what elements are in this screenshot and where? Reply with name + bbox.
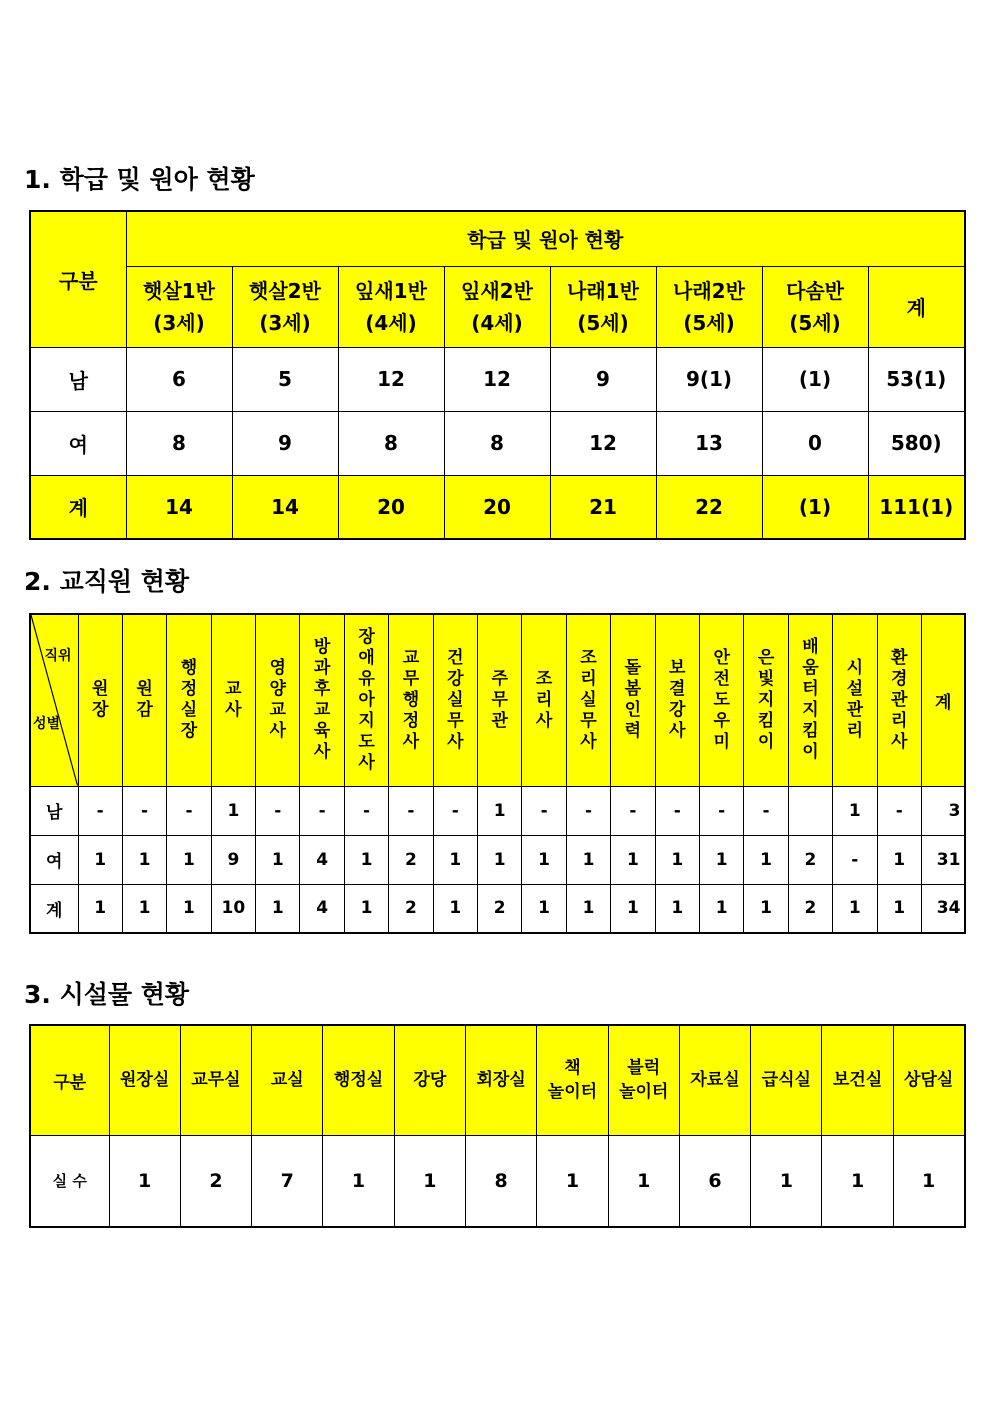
count-cell: 8 xyxy=(444,411,550,475)
position-label: 은빛지킴이 xyxy=(757,647,775,752)
position-label: 행정실장 xyxy=(180,658,198,742)
count-cell: - xyxy=(433,786,477,835)
count-cell: 10 xyxy=(211,884,255,933)
facility-header xyxy=(323,1025,394,1135)
count-cell: 5 xyxy=(232,347,338,411)
position-label: 교사 xyxy=(225,679,242,721)
position-header xyxy=(566,614,610,786)
position-label: 주무관 xyxy=(491,668,508,731)
count-cell: 1 xyxy=(78,884,122,933)
class-age: (5세) xyxy=(683,310,735,335)
count-cell: 4 xyxy=(300,835,344,884)
position-header xyxy=(788,614,832,786)
count-cell: 1 xyxy=(822,1135,893,1227)
position-label: 돌봄인력 xyxy=(624,658,642,742)
row-label: 실 수 xyxy=(30,1135,109,1227)
position-label: 조리사 xyxy=(535,668,553,731)
position-header xyxy=(877,614,921,786)
class-header xyxy=(444,266,550,347)
position-header xyxy=(478,614,522,786)
count-cell: 1 xyxy=(433,835,477,884)
count-cell: 9(1) xyxy=(656,347,762,411)
count-cell: 2 xyxy=(389,835,433,884)
position-header xyxy=(433,614,477,786)
position-label: 보결강사 xyxy=(669,658,686,742)
count-cell: 12 xyxy=(444,347,550,411)
class-name: 잎새1반 xyxy=(355,278,427,303)
class-age: (4세) xyxy=(471,310,523,335)
position-label: 조리실무사 xyxy=(580,647,597,752)
count-cell: 1 xyxy=(522,835,566,884)
count-cell: 1 xyxy=(211,786,255,835)
class-header xyxy=(232,266,338,347)
facility-name: 행정실 xyxy=(333,1070,384,1091)
count-cell: - xyxy=(744,786,788,835)
facility-header xyxy=(394,1025,465,1135)
count-cell: 2 xyxy=(389,884,433,933)
count-cell: - xyxy=(522,786,566,835)
count-cell: 53(1) xyxy=(868,347,965,411)
corner-label: 구분 xyxy=(30,211,126,347)
count-cell: 2 xyxy=(788,835,832,884)
count-cell: 9 xyxy=(550,347,656,411)
count-cell: 6 xyxy=(679,1135,750,1227)
corner-diagonal xyxy=(30,614,78,786)
count-cell: 1 xyxy=(877,835,921,884)
count-cell: 21 xyxy=(550,475,656,539)
count-cell: 1 xyxy=(344,835,388,884)
count-cell: 8 xyxy=(465,1135,536,1227)
count-cell: 14 xyxy=(232,475,338,539)
row-label: 여 xyxy=(30,835,78,884)
count-cell: 1 xyxy=(655,884,699,933)
count-cell: 1 xyxy=(566,884,610,933)
position-label: 영양교사 xyxy=(269,658,286,742)
facility-name: 블럭 xyxy=(627,1058,661,1079)
count-cell: - xyxy=(655,786,699,835)
position-header xyxy=(78,614,122,786)
position-header xyxy=(256,614,300,786)
count-cell: 1 xyxy=(655,835,699,884)
class-age: (4세) xyxy=(365,310,417,335)
count-cell: - xyxy=(78,786,122,835)
position-header xyxy=(699,614,743,786)
count-cell: 2 xyxy=(180,1135,251,1227)
count-cell: 1 xyxy=(833,884,877,933)
corner-bottom-label: 성별 xyxy=(33,716,61,732)
facility-header xyxy=(252,1025,323,1135)
facility-header xyxy=(465,1025,536,1135)
position-header xyxy=(211,614,255,786)
facility-name: 상담실 xyxy=(904,1070,954,1091)
count-cell: 1 xyxy=(433,884,477,933)
count-cell: - xyxy=(122,786,166,835)
count-cell: 1 xyxy=(394,1135,465,1227)
facility-header xyxy=(751,1025,822,1135)
class-enrollment-table xyxy=(29,210,966,540)
class-name: 햇살1반 xyxy=(143,278,215,303)
count-cell: 1 xyxy=(744,835,788,884)
count-cell: 1 xyxy=(699,884,743,933)
count-cell: 580) xyxy=(868,411,965,475)
position-header xyxy=(344,614,388,786)
count-cell: - xyxy=(877,786,921,835)
count-cell: 1 xyxy=(893,1135,964,1227)
position-header xyxy=(833,614,877,786)
position-label: 건강실무사 xyxy=(447,647,464,752)
count-cell: 1 xyxy=(877,884,921,933)
position-header xyxy=(167,614,211,786)
count-cell: 1 xyxy=(344,884,388,933)
count-cell: 1 xyxy=(699,835,743,884)
total-header: 계 xyxy=(868,266,965,347)
count-cell: 12 xyxy=(338,347,444,411)
count-cell: 1 xyxy=(522,884,566,933)
count-cell: 2 xyxy=(788,884,832,933)
position-label: 원감 xyxy=(136,679,153,721)
facility-name: 교무실 xyxy=(191,1070,241,1091)
facility-header xyxy=(180,1025,251,1135)
class-header xyxy=(762,266,868,347)
count-cell: 34 xyxy=(921,884,965,933)
group-header: 학급 및 원아 현황 xyxy=(126,211,965,266)
count-cell: 1 xyxy=(256,835,300,884)
section1-title: 1. 학급 및 원아 현황 xyxy=(24,165,255,194)
count-cell: 3 xyxy=(921,786,965,835)
count-cell: 12 xyxy=(550,411,656,475)
count-cell: - xyxy=(566,786,610,835)
count-cell: 8 xyxy=(126,411,232,475)
count-cell: 7 xyxy=(252,1135,323,1227)
facility-header xyxy=(822,1025,893,1135)
count-cell: 1 xyxy=(167,884,211,933)
count-cell: (1) xyxy=(762,475,868,539)
count-cell: - xyxy=(167,786,211,835)
facility-header xyxy=(893,1025,964,1135)
count-cell: 1 xyxy=(256,884,300,933)
count-cell: 2 xyxy=(478,884,522,933)
position-label: 환경관리사 xyxy=(891,647,908,752)
count-cell: 111(1) xyxy=(868,475,965,539)
class-header xyxy=(126,266,232,347)
facility-name: 회장실 xyxy=(476,1070,526,1091)
count-cell: 1 xyxy=(167,835,211,884)
count-cell: 1 xyxy=(478,786,522,835)
position-label: 안전도우미 xyxy=(713,647,730,752)
corner-label: 구분 xyxy=(30,1025,109,1135)
class-name: 나래2반 xyxy=(673,278,745,303)
count-cell: - xyxy=(344,786,388,835)
count-cell: 31 xyxy=(921,835,965,884)
facility-name: 자료실 xyxy=(690,1070,740,1091)
facility-name-line2: 놀이터 xyxy=(619,1082,669,1103)
class-header xyxy=(656,266,762,347)
facility-name: 책 xyxy=(564,1058,581,1079)
class-header xyxy=(338,266,444,347)
class-age: (3세) xyxy=(259,310,311,335)
count-cell: 1 xyxy=(744,884,788,933)
class-name: 햇살2반 xyxy=(249,278,321,303)
count-cell: 1 xyxy=(78,835,122,884)
section2-title: 2. 교직원 현황 xyxy=(24,567,190,596)
count-cell: 6 xyxy=(126,347,232,411)
position-label: 원장 xyxy=(91,679,109,721)
facility-name: 강당 xyxy=(413,1070,447,1091)
facility-header xyxy=(109,1025,180,1135)
count-cell: 1 xyxy=(537,1135,608,1227)
count-cell: 1 xyxy=(611,884,655,933)
position-header xyxy=(522,614,566,786)
count-cell: 1 xyxy=(608,1135,679,1227)
count-cell: - xyxy=(256,786,300,835)
position-header xyxy=(389,614,433,786)
facility-name: 교실 xyxy=(270,1070,304,1091)
count-cell: 8 xyxy=(338,411,444,475)
class-age: (5세) xyxy=(577,310,629,335)
count-cell: 14 xyxy=(126,475,232,539)
count-cell: 4 xyxy=(300,884,344,933)
count-cell: 1 xyxy=(566,835,610,884)
position-label: 배움터지킴이 xyxy=(802,637,819,763)
count-cell: (1) xyxy=(762,347,868,411)
position-label: 교무행정사 xyxy=(402,647,420,752)
facility-name-line2: 놀이터 xyxy=(547,1082,598,1103)
facility-header xyxy=(608,1025,679,1135)
position-label: 시설관리 xyxy=(846,658,864,742)
count-cell: - xyxy=(699,786,743,835)
position-label: 방과후교육사 xyxy=(313,637,331,763)
class-header xyxy=(550,266,656,347)
count-cell: 0 xyxy=(762,411,868,475)
row-label: 여 xyxy=(30,411,126,475)
facility-table xyxy=(29,1024,966,1228)
count-cell: - xyxy=(389,786,433,835)
count-cell: 9 xyxy=(211,835,255,884)
corner-top-label: 직위 xyxy=(44,648,72,664)
count-cell: - xyxy=(300,786,344,835)
facility-name: 보건실 xyxy=(832,1070,883,1091)
facility-header xyxy=(537,1025,608,1135)
count-cell: 1 xyxy=(833,786,877,835)
count-cell: 1 xyxy=(122,884,166,933)
count-cell: 1 xyxy=(323,1135,394,1227)
count-cell: 1 xyxy=(478,835,522,884)
count-cell: - xyxy=(611,786,655,835)
count-cell: - xyxy=(833,835,877,884)
count-cell: 20 xyxy=(338,475,444,539)
position-header xyxy=(300,614,344,786)
row-label: 남 xyxy=(30,786,78,835)
position-header xyxy=(655,614,699,786)
total-header: 계 xyxy=(921,614,965,786)
count-cell xyxy=(788,786,832,835)
position-header xyxy=(122,614,166,786)
facility-header xyxy=(679,1025,750,1135)
staff-table xyxy=(29,613,966,934)
class-age: (3세) xyxy=(153,310,205,335)
count-cell: 22 xyxy=(656,475,762,539)
count-cell: 1 xyxy=(122,835,166,884)
section3-title: 3. 시설물 현황 xyxy=(24,980,190,1009)
count-cell: 1 xyxy=(751,1135,822,1227)
facility-name: 급식실 xyxy=(761,1070,811,1091)
count-cell: 1 xyxy=(109,1135,180,1227)
class-name: 다솜반 xyxy=(786,278,844,303)
position-header xyxy=(744,614,788,786)
count-cell: 1 xyxy=(611,835,655,884)
class-name: 잎새2반 xyxy=(461,278,533,303)
class-name: 나래1반 xyxy=(567,278,639,303)
count-cell: 20 xyxy=(444,475,550,539)
row-label: 남 xyxy=(30,347,126,411)
row-label: 계 xyxy=(30,884,78,933)
class-age: (5세) xyxy=(789,310,841,335)
position-label: 장애유아지도사 xyxy=(358,626,375,773)
count-cell: 13 xyxy=(656,411,762,475)
facility-name: 원장실 xyxy=(120,1070,170,1091)
count-cell: 9 xyxy=(232,411,338,475)
position-header xyxy=(611,614,655,786)
row-label: 계 xyxy=(30,475,126,539)
